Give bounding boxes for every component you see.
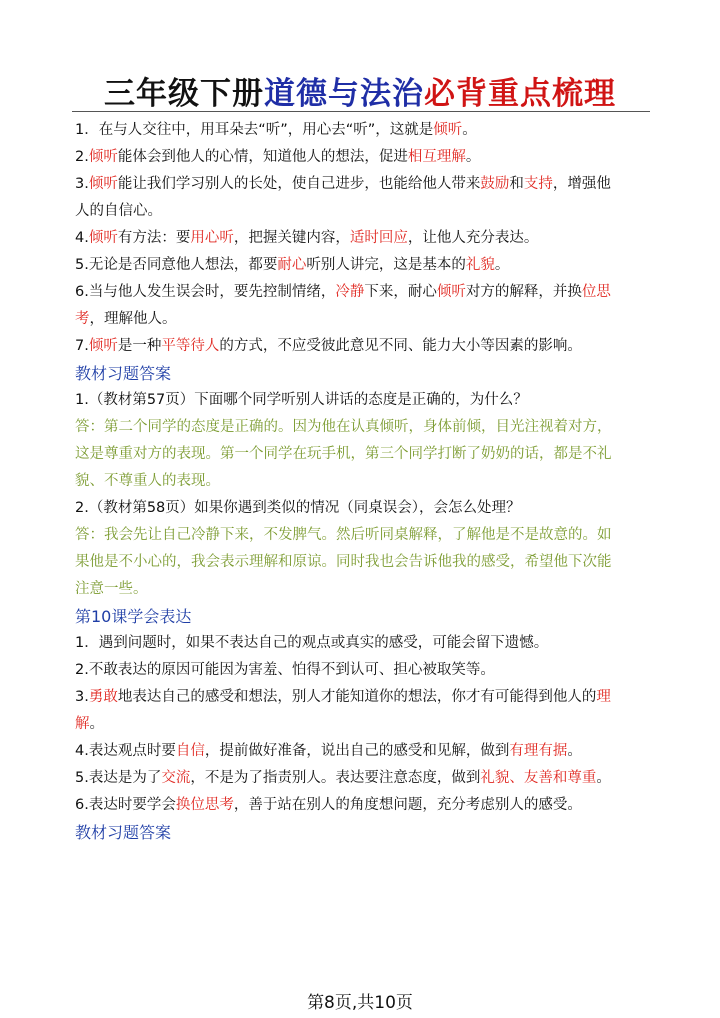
key-term: 倾听 <box>88 149 118 165</box>
point-line <box>75 765 650 792</box>
point-item <box>75 738 650 765</box>
key-term: 倾听 <box>436 284 466 300</box>
key-term: 鼓励 <box>480 176 510 192</box>
point-line <box>75 630 650 657</box>
text-run: 听别人讲完，这是基本的 <box>306 257 466 273</box>
key-term: 礼貌、友善和尊重 <box>480 770 597 786</box>
point-line <box>75 279 650 306</box>
point-line <box>75 684 650 711</box>
key-term: 勇敢 <box>88 689 118 705</box>
text-run: ，把握关键内容， <box>233 230 350 246</box>
exercise-answer-line: 答：第二个同学的态度是正确的。因为他在认真倾听，身体前倾，目光注视着对方， <box>75 419 612 435</box>
lesson-10-heading: 第10课学会表达 <box>75 607 192 626</box>
text-run: ，善于站在别人的角度想问题，充分考虑别人的感受。 <box>233 797 582 813</box>
key-term: 倾听 <box>88 176 118 192</box>
text-run: 4. <box>75 230 89 246</box>
text-run: 能体会到他人的心情，知道他人的想法，促进 <box>117 149 408 165</box>
point-line <box>75 306 650 333</box>
text-run: ，增强他 <box>552 176 611 192</box>
text-run: 地表达自己的感受和想法，别人才能知道你的想法，你才有可能得到他人的 <box>117 689 597 705</box>
text-run: 1．遇到问题时，如果不表达自己的观点或真实的感受，可能会留下遗憾。 <box>75 635 549 651</box>
exercises-heading-b: 教材习题答案 <box>75 823 172 842</box>
key-term: 考 <box>75 311 90 327</box>
key-term: 礼貌 <box>465 257 495 273</box>
exercise-answer-line: 这是尊重对方的表现。第一个同学在玩手机，第三个同学打断了奶奶的话，都是不礼 <box>75 446 612 462</box>
lesson-9-points <box>75 117 650 360</box>
text-run: 能让我们学习别人的长处，使自己进步，也能给他人带来 <box>117 176 481 192</box>
exercise-answer-line: 答：我会先让自己冷静下来，不发脾气。然后听同桌解释，了解他是不是故意的。如 <box>75 527 612 543</box>
point-item <box>75 117 650 144</box>
text-run: 对方的解释，并换 <box>465 284 582 300</box>
text-run: 下来，耐心 <box>364 284 437 300</box>
text-run: 5.无论是否同意他人想法，都要 <box>75 257 278 273</box>
point-item <box>75 630 650 657</box>
point-item <box>75 765 650 792</box>
point-item <box>75 279 650 333</box>
point-item <box>75 657 650 684</box>
point-line <box>75 252 650 279</box>
title-part-grade: 三年级下册 <box>104 76 264 112</box>
point-line <box>75 792 650 819</box>
text-run: ，提前做好准备，说出自己的感受和见解，做到 <box>204 743 510 759</box>
exercise-answer-line: 注意一些。 <box>75 581 148 597</box>
key-term: 理 <box>596 689 611 705</box>
exercises-heading-a: 教材习题答案 <box>75 364 172 383</box>
key-term: 用心听 <box>190 230 234 246</box>
key-term: 有理有据 <box>509 743 568 759</box>
point-line <box>75 117 650 144</box>
key-term: 相互理解 <box>407 149 466 165</box>
exercise-answer-line: 貌、不尊重人的表现。 <box>75 473 220 489</box>
exercise-answer-line: 果他是不小心的，我会表示理解和原谅。同时我也会告诉他我的感受，希望他下次能 <box>75 554 612 570</box>
content-body <box>75 117 650 846</box>
exercises-a-list <box>75 387 650 603</box>
text-run: 的方式，不应受彼此意见不同、能力大小等因素的影响。 <box>219 338 582 354</box>
key-term: 适时回应 <box>349 230 408 246</box>
exercise-question: 2.（教材第58页）如果你遇到类似的情况（同桌误会），会怎么处理？ <box>75 500 521 516</box>
point-line <box>75 225 650 252</box>
text-run: 5.表达是为了 <box>75 770 162 786</box>
key-term: 自信 <box>175 743 205 759</box>
point-item <box>75 225 650 252</box>
text-run: 。 <box>465 149 481 165</box>
text-run: 4.表达观点时要 <box>75 743 176 759</box>
point-line <box>75 738 650 765</box>
exercise-question: 1.（教材第57页）下面哪个同学听别人讲话的态度是正确的，为什么？ <box>75 392 528 408</box>
key-term: 耐心 <box>277 257 307 273</box>
point-item <box>75 144 650 171</box>
point-item <box>75 792 650 819</box>
point-line <box>75 171 650 198</box>
point-line <box>75 144 650 171</box>
text-run: 3. <box>75 689 89 705</box>
text-run: ，理解他人。 <box>89 311 177 327</box>
text-run: 2. <box>75 149 89 165</box>
key-term: 支持 <box>523 176 553 192</box>
key-term: 交流 <box>161 770 191 786</box>
text-run: 6.当与他人发生误会时，要先控制情绪， <box>75 284 336 300</box>
text-run: 3. <box>75 176 89 192</box>
text-run: 。 <box>596 770 611 786</box>
text-run: 。 <box>567 743 582 759</box>
point-item <box>75 333 650 360</box>
text-run: 是一种 <box>117 338 162 354</box>
title-block <box>0 68 720 113</box>
lesson-10-points <box>75 630 650 819</box>
key-term: 倾听 <box>88 338 118 354</box>
title-part-subject: 道德与法治 <box>264 76 424 112</box>
text-run: 人的自信心。 <box>75 203 162 219</box>
text-run: ，不是为了指责别人。表达要注意态度，做到 <box>190 770 481 786</box>
point-line <box>75 711 650 738</box>
text-run: 和 <box>509 176 524 192</box>
key-term: 倾听 <box>88 230 118 246</box>
text-run: 2.不敢表达的原因可能因为害羞、怕得不到认可、担心被取笑等。 <box>75 662 495 678</box>
point-line <box>75 333 650 360</box>
text-run: 。 <box>494 257 510 273</box>
key-term: 倾听 <box>433 122 463 138</box>
text-run: 7. <box>75 338 89 354</box>
point-item <box>75 171 650 225</box>
point-line <box>75 198 650 225</box>
key-term: 冷静 <box>335 284 365 300</box>
text-run: 1．在与人交往中，用耳朵去“听”，用心去“听”，这就是 <box>75 122 434 138</box>
point-line <box>75 657 650 684</box>
text-run: ，让他人充分表达。 <box>407 230 539 246</box>
key-term: 换位思考 <box>175 797 234 813</box>
text-run: 6.表达时要学会 <box>75 797 176 813</box>
key-term: 解 <box>75 716 90 732</box>
point-item <box>75 252 650 279</box>
title-underline <box>72 111 650 112</box>
text-run: 。 <box>89 716 104 732</box>
page-number-footer: 第8页,共10页 <box>307 993 413 1013</box>
text-run: 有方法：要 <box>117 230 191 246</box>
key-term: 位思 <box>581 284 611 300</box>
text-run: 。 <box>462 122 477 138</box>
point-item <box>75 684 650 738</box>
key-term: 平等待人 <box>161 338 220 354</box>
page-title <box>104 76 616 112</box>
title-part-summary: 必背重点梳理 <box>424 76 616 112</box>
